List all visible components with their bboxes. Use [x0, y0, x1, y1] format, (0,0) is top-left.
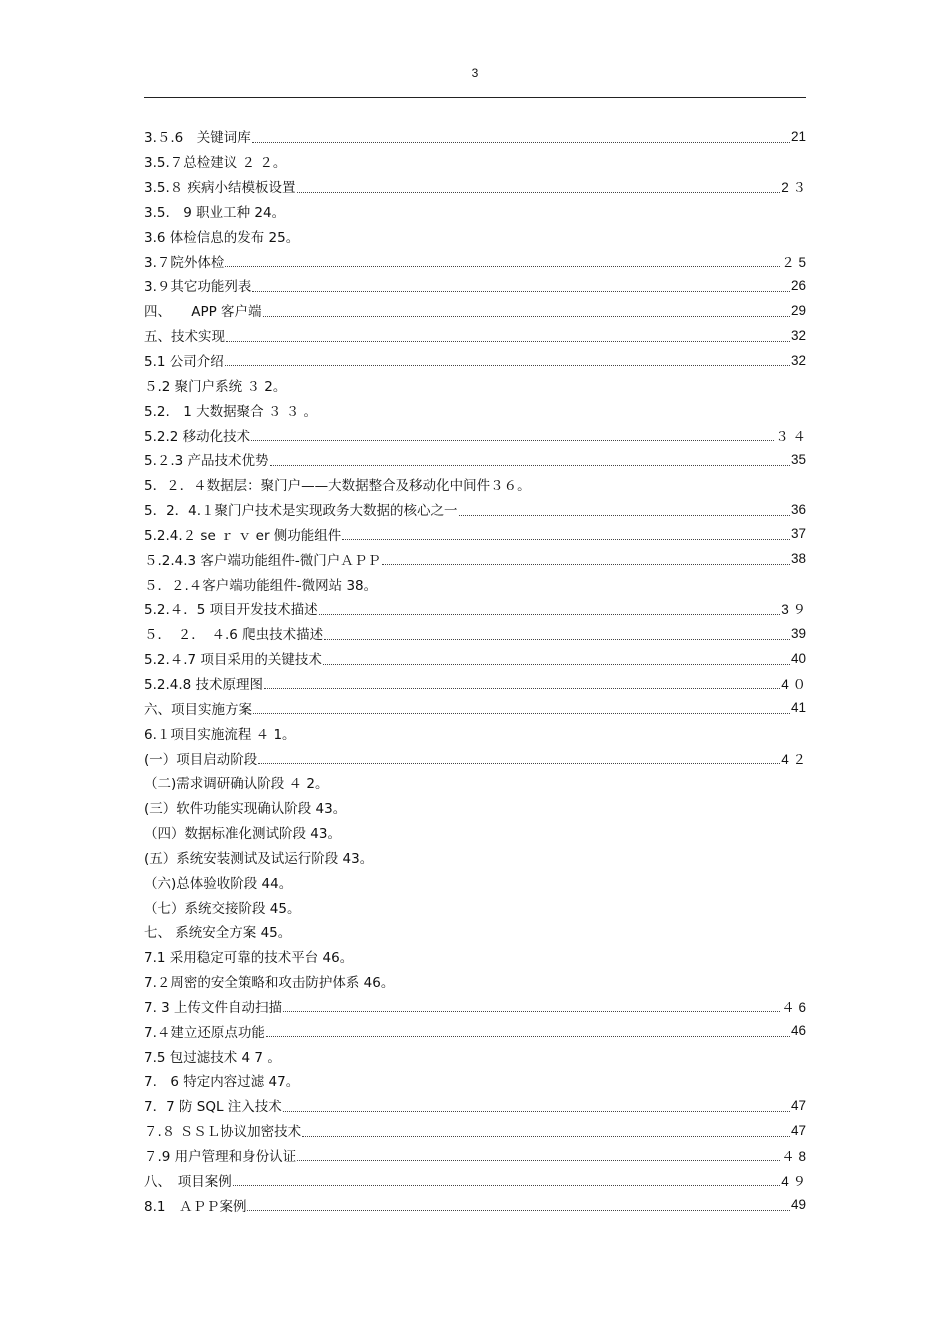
toc-entry-title: 3.５.6 关键词库: [144, 130, 251, 147]
toc-dot-leader: [342, 539, 790, 540]
toc-entry-title: 7.1 采用稳定可靠的技术平台 46。: [144, 950, 354, 967]
toc-dot-leader: [297, 192, 781, 193]
toc-entry-page: 39: [790, 625, 806, 641]
toc-entry-page: 36: [790, 501, 806, 517]
toc-entry-page: 37: [790, 526, 806, 542]
toc-entry[interactable]: [144, 820, 806, 845]
toc-dot-leader: [225, 365, 790, 366]
toc-entry[interactable]: [144, 969, 806, 994]
toc-entry[interactable]: [144, 695, 806, 720]
toc-entry-title: 6.１项目实施流程 ４ 1。: [144, 726, 296, 743]
toc-entry-page: 47: [790, 1097, 806, 1113]
toc-entry-title: 5．2．4.１聚门户技术是实现政务大数据的核心之一: [144, 503, 458, 520]
toc-entry-title: 八、 项目案例: [144, 1173, 232, 1190]
toc-entry-title: 5.２.3 产品技术优势: [144, 453, 269, 470]
toc-dot-leader: [283, 1011, 780, 1012]
toc-entry-title: 5．２．４数据层：聚门户——大数据整合及移动化中间件３６。: [144, 478, 531, 495]
toc-entry-page: 4 ２: [781, 751, 806, 767]
toc-entry-page: ３ ４: [775, 428, 806, 444]
toc-dot-leader: [323, 664, 790, 665]
toc-entry-title: 四、 APP 客户端: [144, 304, 262, 321]
toc-entry-page: 26: [790, 277, 806, 293]
toc-entry[interactable]: [144, 223, 806, 248]
toc-entry-title: (五）系统安装测试及试运行阶段 43。: [144, 850, 374, 867]
table-of-contents: [144, 124, 806, 1217]
toc-entry-title: 7．7 防 SQL 注入技术: [144, 1099, 282, 1116]
toc-dot-leader: [270, 465, 790, 466]
toc-entry[interactable]: [144, 1018, 806, 1043]
toc-entry[interactable]: [144, 1167, 806, 1192]
toc-entry[interactable]: [144, 124, 806, 149]
toc-entry[interactable]: [144, 844, 806, 869]
toc-entry[interactable]: [144, 671, 806, 696]
toc-entry[interactable]: [144, 770, 806, 795]
toc-dot-leader: [258, 763, 780, 764]
toc-entry-page: 4 ９: [781, 1173, 806, 1189]
toc-entry-title: 3.5.８ 疾病小结模板设置: [144, 180, 296, 197]
toc-dot-leader: [459, 515, 790, 516]
toc-entry[interactable]: [144, 372, 806, 397]
toc-entry[interactable]: [144, 944, 806, 969]
toc-entry-page: ２ 5: [781, 254, 806, 270]
toc-entry-page: 4 ０: [781, 676, 806, 692]
toc-entry-title: ５.2.4.3 客户端功能组件-微门户ＡＰＰ: [144, 552, 381, 569]
toc-entry[interactable]: [144, 348, 806, 373]
toc-entry-title: 8.1 ＡＰＰ案例: [144, 1198, 247, 1215]
toc-entry-title: (三）软件功能实现确认阶段 43。: [144, 801, 347, 818]
header-rule: [144, 97, 806, 98]
toc-entry-title: 3.5.７总检建议 ２ ２。: [144, 155, 287, 172]
toc-entry-title: 5.2.2 移动化技术: [144, 428, 251, 445]
toc-dot-leader: [225, 266, 780, 267]
toc-entry-title: （四）数据标准化测试阶段 43。: [144, 826, 341, 843]
toc-entry-title: ７.9 用户管理和身份认证: [144, 1149, 297, 1166]
toc-entry[interactable]: [144, 720, 806, 745]
toc-entry-page: 41: [790, 700, 806, 716]
toc-entry-page: 35: [790, 451, 806, 467]
toc-entry-title: 3.７院外体检: [144, 254, 225, 271]
toc-entry[interactable]: [144, 1043, 806, 1068]
toc-entry[interactable]: [144, 1143, 806, 1168]
toc-entry-page: 2 ３: [781, 180, 806, 196]
toc-entry-title: ５．２.４客户端功能组件-微网站 38。: [144, 577, 378, 594]
toc-dot-leader: [251, 440, 774, 441]
toc-entry-title: 5.2. 1 大数据聚合 ３ ３ 。: [144, 403, 318, 420]
toc-entry[interactable]: [144, 894, 806, 919]
toc-entry-title: 5.1 公司介绍: [144, 354, 224, 371]
toc-entry[interactable]: [144, 149, 806, 174]
toc-entry[interactable]: [144, 273, 806, 298]
toc-entry-title: 3.6 体检信息的发布 25。: [144, 229, 300, 246]
toc-entry-title: 7.5 包过滤技术 4 7 。: [144, 1049, 281, 1066]
toc-entry[interactable]: [144, 1068, 806, 1093]
toc-entry[interactable]: [144, 994, 806, 1019]
toc-dot-leader: [302, 1136, 790, 1137]
toc-entry[interactable]: [144, 1192, 806, 1217]
toc-entry-title: 五、技术实现: [144, 329, 225, 346]
toc-entry[interactable]: [144, 1093, 806, 1118]
toc-entry[interactable]: [144, 646, 806, 671]
toc-entry-page: 32: [790, 352, 806, 368]
toc-entry-title: (一）项目启动阶段: [144, 751, 258, 768]
toc-entry[interactable]: [144, 472, 806, 497]
toc-dot-leader: [324, 639, 790, 640]
toc-dot-leader: [319, 614, 781, 615]
toc-entry-title: 5.2.4.２ se ｒ ｖ er 侧功能组件: [144, 527, 342, 544]
toc-dot-leader: [233, 1185, 780, 1186]
toc-entry-page: 32: [790, 327, 806, 343]
toc-entry-title: （六)总体验收阶段 44。: [144, 875, 293, 892]
toc-dot-leader: [263, 316, 790, 317]
toc-entry-page: 29: [790, 302, 806, 318]
toc-entry-page: 38: [790, 551, 806, 567]
toc-entry[interactable]: [144, 571, 806, 596]
toc-entry[interactable]: [144, 596, 806, 621]
toc-dot-leader: [297, 1160, 780, 1161]
toc-entry-title: 7.２周密的安全策略和攻击防护体系 46。: [144, 975, 395, 992]
toc-entry-title: 7. 3 上传文件自动扫描: [144, 999, 283, 1016]
toc-entry[interactable]: [144, 497, 806, 522]
toc-dot-leader: [252, 142, 790, 143]
toc-entry-title: ５.2 聚门户系统 ３ 2。: [144, 378, 287, 395]
toc-entry[interactable]: [144, 397, 806, 422]
toc-entry[interactable]: [144, 1118, 806, 1143]
toc-entry-page: 21: [790, 128, 806, 144]
toc-entry-title: 七、 系统安全方案 45。: [144, 925, 292, 942]
toc-entry[interactable]: [144, 248, 806, 273]
toc-dot-leader: [382, 564, 790, 565]
toc-dot-leader: [252, 291, 790, 292]
toc-entry-page: ４ 8: [781, 1149, 806, 1165]
toc-entry-title: 5.2.４．5 项目开发技术描述: [144, 602, 318, 619]
toc-dot-leader: [226, 341, 790, 342]
toc-entry-title: 5.2.4.8 技术原理图: [144, 676, 264, 693]
toc-entry-title: ５． ２． ４.6 爬虫技术描述: [144, 627, 324, 644]
toc-entry-title: 3.5. 9 职业工种 24。: [144, 204, 286, 221]
toc-dot-leader: [283, 1111, 790, 1112]
toc-entry-title: （二)需求调研确认阶段 ４ 2。: [144, 776, 329, 793]
toc-entry[interactable]: [144, 522, 806, 547]
toc-entry-title: （七）系统交接阶段 45。: [144, 900, 301, 917]
toc-entry[interactable]: [144, 919, 806, 944]
toc-entry[interactable]: [144, 323, 806, 348]
toc-entry-page: 3 ９: [781, 602, 806, 618]
toc-dot-leader: [247, 1210, 789, 1211]
toc-entry[interactable]: [144, 298, 806, 323]
toc-entry-title: ７.８ ＳＳＬ协议加密技术: [144, 1124, 302, 1141]
toc-entry[interactable]: [144, 745, 806, 770]
toc-entry-page: 40: [790, 650, 806, 666]
toc-dot-leader: [253, 713, 790, 714]
toc-entry[interactable]: [144, 621, 806, 646]
toc-entry[interactable]: [144, 174, 806, 199]
toc-entry-title: 7. 6 特定内容过滤 47。: [144, 1074, 300, 1091]
toc-entry-page: 47: [790, 1122, 806, 1138]
toc-entry-title: 5.2.４.7 项目采用的关键技术: [144, 652, 322, 669]
toc-entry[interactable]: [144, 546, 806, 571]
toc-entry[interactable]: [144, 869, 806, 894]
toc-entry-page: 46: [790, 1023, 806, 1039]
toc-entry-page: 49: [790, 1197, 806, 1213]
toc-dot-leader: [264, 688, 780, 689]
toc-entry[interactable]: [144, 422, 806, 447]
toc-entry-title: 3.９其它功能列表: [144, 279, 252, 296]
toc-entry-title: 7.４建立还原点功能: [144, 1024, 265, 1041]
toc-entry-page: ４ 6: [781, 999, 806, 1015]
toc-entry[interactable]: [144, 795, 806, 820]
toc-entry[interactable]: [144, 199, 806, 224]
toc-entry-title: 六、项目实施方案: [144, 701, 252, 718]
toc-dot-leader: [266, 1036, 790, 1037]
page-number: 3: [471, 66, 479, 80]
toc-entry[interactable]: [144, 447, 806, 472]
